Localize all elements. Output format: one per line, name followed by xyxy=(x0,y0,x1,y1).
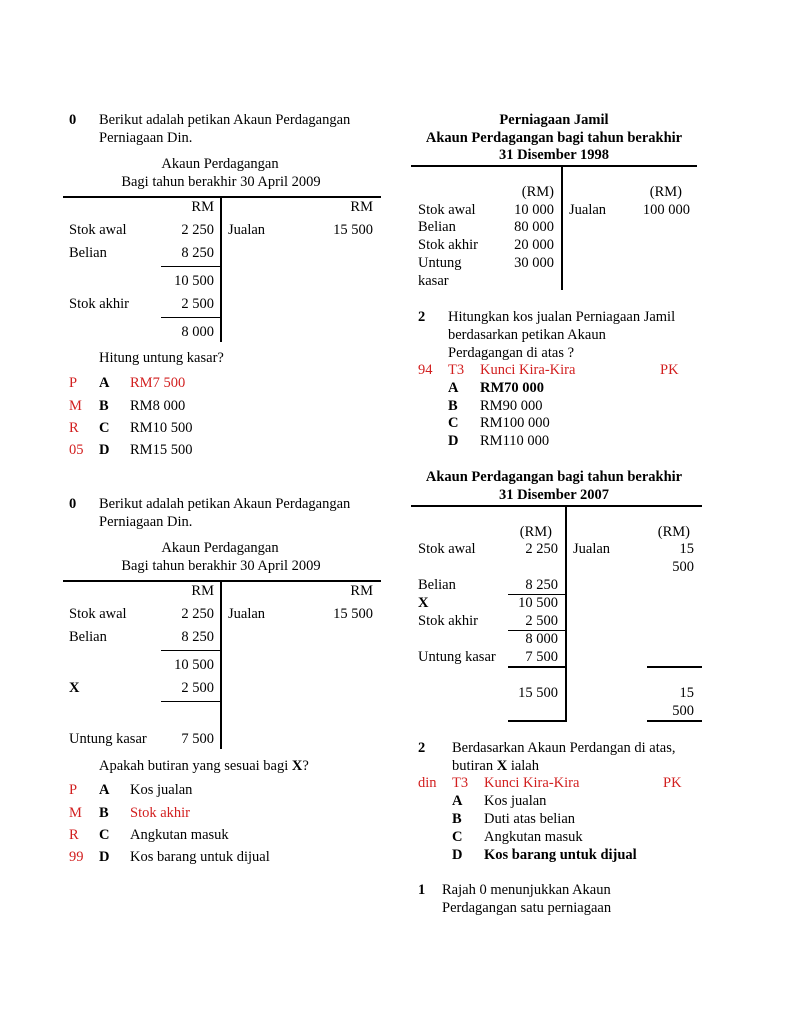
t-account-divider xyxy=(220,197,222,342)
row-label: X xyxy=(418,595,429,611)
question-stem: Rajah 0 menunjukkan Akaun xyxy=(442,882,611,898)
option-letter: B xyxy=(99,805,109,821)
option-letter: B xyxy=(99,398,109,414)
row-value: 15 xyxy=(679,541,694,557)
question-number: 0 xyxy=(69,112,77,128)
option-letter: B xyxy=(452,811,462,827)
column-header: RM xyxy=(350,583,373,599)
row-value: 10 500 xyxy=(518,595,558,611)
double-rule xyxy=(508,720,566,722)
column-header: RM xyxy=(191,199,214,215)
row-label: kasar xyxy=(418,273,449,289)
option-text: RM90 000 xyxy=(480,398,543,414)
question-number: 2 xyxy=(418,309,426,325)
row-label: Belian xyxy=(69,245,107,261)
double-rule xyxy=(647,720,702,722)
account-title: Akaun Perdagangan bagi tahun berakhir xyxy=(425,469,683,485)
option-side-mark: R xyxy=(69,420,79,436)
row-label: Stok awal xyxy=(69,222,127,238)
row-value: 8 000 xyxy=(181,324,214,340)
question-stem: Perniagaan Din. xyxy=(99,514,193,530)
row-label: Stok awal xyxy=(69,606,127,622)
account-period: Bagi tahun berakhir 30 April 2009 xyxy=(121,174,321,190)
row-label: Jualan xyxy=(569,202,607,218)
row-value: 500 xyxy=(672,703,694,719)
account-title: Akaun Perdagangan xyxy=(161,156,279,172)
option-text: RM110 000 xyxy=(480,433,550,449)
question-stem: Hitungkan kos jualan Perniagaan Jamil xyxy=(448,309,676,325)
row-label: Stok akhir xyxy=(418,237,479,253)
question-stem: Berikut adalah petikan Akaun Perdagangan xyxy=(99,112,351,128)
option-text: RM15 500 xyxy=(130,442,193,458)
table-top-rule xyxy=(411,505,702,507)
meta-pk: PK xyxy=(660,362,679,378)
total-rule xyxy=(161,701,221,702)
row-value: 10 000 xyxy=(514,202,554,218)
option-letter: C xyxy=(99,827,110,843)
option-letter: C xyxy=(448,415,459,431)
column-header: (RM) xyxy=(521,184,554,200)
total-rule xyxy=(647,666,702,668)
row-value: 2 250 xyxy=(181,222,214,238)
option-letter: D xyxy=(448,433,459,449)
row-label: Stok awal xyxy=(418,202,476,218)
row-label: Untung kasar xyxy=(69,731,147,747)
account-period: Bagi tahun berakhir 30 April 2009 xyxy=(121,558,321,574)
account-title: Akaun Perdagangan xyxy=(161,540,279,556)
question-number: 1 xyxy=(418,882,426,898)
question-stem: Perniagaan Din. xyxy=(99,130,193,146)
option-letter: B xyxy=(448,398,458,414)
row-value: 15 500 xyxy=(333,606,373,622)
row-label: Untung kasar xyxy=(418,649,496,665)
row-label: Stok awal xyxy=(418,541,476,557)
option-side-mark: M xyxy=(69,805,82,821)
row-value: 8 000 xyxy=(525,631,558,647)
row-value: 8 250 xyxy=(525,577,558,593)
option-text: Kos barang untuk dijual xyxy=(484,847,637,863)
question-stem: Perdagangan satu perniagaan xyxy=(442,900,612,916)
t-account-divider xyxy=(220,581,222,749)
row-label: Stok akhir xyxy=(69,296,130,312)
option-text: Kos jualan xyxy=(484,793,547,809)
row-value: 15 xyxy=(679,685,694,701)
total-rule xyxy=(161,317,221,318)
table-top-rule xyxy=(63,196,381,198)
column-header: (RM) xyxy=(657,524,690,540)
subtotal-rule xyxy=(161,266,221,267)
account-title: 31 Disember 2007 xyxy=(498,487,610,503)
question-stem: berdasarkan petikan Akaun xyxy=(448,327,606,343)
account-title: 31 Disember 1998 xyxy=(498,147,610,163)
column-header: RM xyxy=(350,199,373,215)
question-number: 0 xyxy=(69,496,77,512)
row-value: 7 500 xyxy=(525,649,558,665)
option-side-mark: P xyxy=(69,375,78,391)
meta-key: Kunci Kira-Kira xyxy=(484,775,580,791)
question-stem: Berdasarkan Akaun Perdangan di atas, xyxy=(452,740,676,756)
option-text: Duti atas belian xyxy=(484,811,576,827)
row-value: 80 000 xyxy=(514,219,554,235)
option-text: RM100 000 xyxy=(480,415,550,431)
option-text: Stok akhir xyxy=(130,805,191,821)
column-header: RM xyxy=(191,583,214,599)
option-letter: A xyxy=(99,782,110,798)
option-text: Kos barang untuk dijual xyxy=(130,849,270,865)
option-side-mark: 99 xyxy=(69,849,84,865)
row-label: Belian xyxy=(69,629,107,645)
subtotal-rule xyxy=(161,650,221,651)
row-value: 2 500 xyxy=(181,680,214,696)
meta-code: din xyxy=(418,775,437,791)
option-text: RM8 000 xyxy=(130,398,186,414)
row-value: 500 xyxy=(672,559,694,575)
option-side-mark: R xyxy=(69,827,79,843)
t-account-divider xyxy=(565,506,567,722)
row-label: Untung xyxy=(418,255,462,271)
option-side-mark: P xyxy=(69,782,78,798)
meta-pk: PK xyxy=(663,775,682,791)
option-text: RM10 500 xyxy=(130,420,193,436)
row-label: X xyxy=(69,680,80,696)
option-text: Angkutan masuk xyxy=(130,827,229,843)
row-label: Jualan xyxy=(228,606,266,622)
option-letter: D xyxy=(452,847,463,863)
option-side-mark: 05 xyxy=(69,442,84,458)
option-letter: A xyxy=(99,375,110,391)
option-letter: C xyxy=(452,829,463,845)
account-title: Akaun Perdagangan bagi tahun berakhir xyxy=(425,130,683,146)
row-value: 8 250 xyxy=(181,629,214,645)
question-number: 2 xyxy=(418,740,426,756)
row-value: 10 500 xyxy=(174,657,214,673)
option-text: Angkutan masuk xyxy=(484,829,583,845)
question-stem: Perdagangan di atas ? xyxy=(448,345,575,361)
row-label: Belian xyxy=(418,219,456,235)
row-value: 8 250 xyxy=(181,245,214,261)
row-value: 7 500 xyxy=(181,731,214,747)
meta-key: Kunci Kira-Kira xyxy=(480,362,576,378)
option-letter: D xyxy=(99,442,110,458)
table-top-rule xyxy=(411,165,697,167)
question-stem: butiran X ialah xyxy=(452,758,539,774)
option-text: Kos jualan xyxy=(130,782,193,798)
row-value: 2 250 xyxy=(181,606,214,622)
t-account-divider xyxy=(561,166,563,290)
table-top-rule xyxy=(63,580,381,582)
row-label: Stok akhir xyxy=(418,613,479,629)
total-rule xyxy=(508,666,566,668)
option-letter: D xyxy=(99,849,110,865)
row-value: 2 500 xyxy=(181,296,214,312)
meta-level: T3 xyxy=(448,362,465,378)
option-text: RM7 500 xyxy=(130,375,186,391)
row-value: 2 250 xyxy=(525,541,558,557)
question-stem: Berikut adalah petikan Akaun Perdagangan xyxy=(99,496,351,512)
row-value: 15 500 xyxy=(518,685,558,701)
row-value: 20 000 xyxy=(514,237,554,253)
question-prompt: Apakah butiran yang sesuai bagi X? xyxy=(99,758,309,774)
question-prompt: Hitung untung kasar? xyxy=(99,350,224,366)
option-letter: A xyxy=(448,380,459,396)
option-letter: A xyxy=(452,793,463,809)
row-label: Jualan xyxy=(573,541,611,557)
column-header: (RM) xyxy=(649,184,682,200)
account-title: Perniagaan Jamil xyxy=(499,112,609,128)
option-letter: C xyxy=(99,420,110,436)
row-value: 10 500 xyxy=(174,273,214,289)
row-label: Belian xyxy=(418,577,456,593)
row-value: 15 500 xyxy=(333,222,373,238)
option-side-mark: M xyxy=(69,398,82,414)
meta-level: T3 xyxy=(452,775,469,791)
option-text: RM70 000 xyxy=(480,380,545,396)
row-label: Jualan xyxy=(228,222,266,238)
meta-code: 94 xyxy=(418,362,433,378)
row-value: 100 000 xyxy=(642,202,690,218)
row-value: 30 000 xyxy=(514,255,554,271)
column-header: (RM) xyxy=(519,524,552,540)
row-value: 2 500 xyxy=(525,613,558,629)
